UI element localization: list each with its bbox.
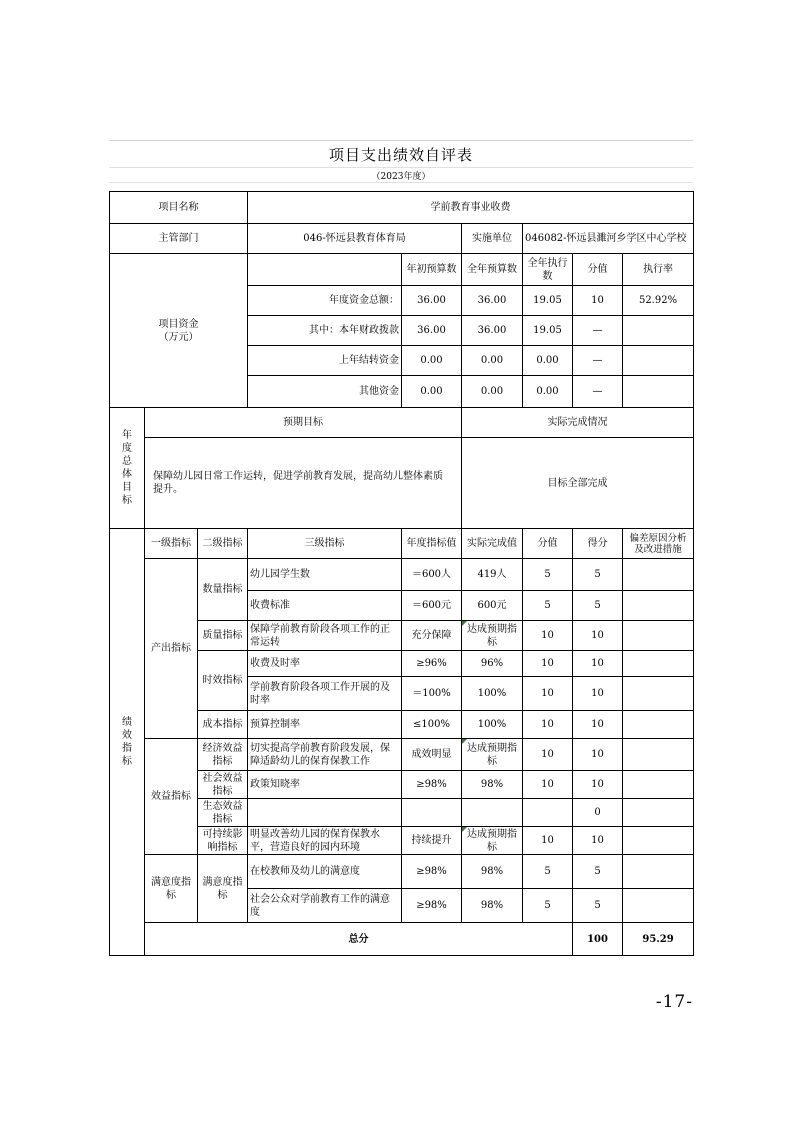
indicator-actual: 600元 xyxy=(462,591,523,621)
funds-rate xyxy=(623,376,694,408)
indicator-value: 10 xyxy=(523,739,573,771)
funds-value: 10 xyxy=(573,286,623,316)
indicator-deviation xyxy=(623,621,694,651)
indicator-target xyxy=(402,799,462,827)
funds-initial: 0.00 xyxy=(402,376,462,408)
funds-header-exec: 全年执行数 xyxy=(523,254,573,286)
indicator-target: ≤100% xyxy=(402,711,462,739)
indicator-deviation xyxy=(623,739,694,771)
funds-header-blank xyxy=(248,254,402,286)
project-name-value: 学前教育事业收费 xyxy=(248,192,694,224)
level2-sustainable: 可持续影响指标 xyxy=(198,827,248,855)
indicator-deviation xyxy=(623,827,694,855)
funds-annual: 0.00 xyxy=(462,376,523,408)
level2-satisfaction: 满意度指标 xyxy=(198,855,248,923)
indicator-deviation xyxy=(623,711,694,739)
funds-exec: 19.05 xyxy=(523,316,573,346)
funds-initial: 36.00 xyxy=(402,316,462,346)
header-level1: 一级指标 xyxy=(145,529,198,559)
indicator-score: 10 xyxy=(573,739,623,771)
indicator-target: ＝100% xyxy=(402,677,462,711)
indicator-target: 成效明显 xyxy=(402,739,462,771)
indicator-deviation xyxy=(623,677,694,711)
level2-cost: 成本指标 xyxy=(198,711,248,739)
indicator-value xyxy=(523,799,573,827)
indicator-actual: 达成预期指标 xyxy=(462,621,523,651)
header-value: 分值 xyxy=(523,529,573,559)
indicator-actual: 100% xyxy=(462,677,523,711)
indicator-name: 切实提高学前教育阶段发展，保障适龄幼儿的保育保教工作 xyxy=(248,739,402,771)
form-title: 项目支出绩效自评表 xyxy=(109,140,693,168)
indicator-value: 10 xyxy=(523,827,573,855)
indicator-name: 收费及时率 xyxy=(248,651,402,677)
indicator-actual: 419人 xyxy=(462,559,523,591)
indicator-name: 收费标准 xyxy=(248,591,402,621)
funds-annual: 36.00 xyxy=(462,316,523,346)
total-value: 100 xyxy=(573,923,623,956)
indicator-row xyxy=(110,651,694,677)
goals-header-row xyxy=(110,408,694,438)
indicator-score: 10 xyxy=(573,621,623,651)
indicator-row xyxy=(110,827,694,855)
funds-header-annual: 全年预算数 xyxy=(462,254,523,286)
unit-value: 046082-怀远县濉河乡学区中心学校 xyxy=(523,224,694,254)
actual-result-header: 实际完成情况 xyxy=(462,408,694,438)
evaluation-sheet xyxy=(109,140,693,956)
indicator-target: ≥98% xyxy=(402,889,462,923)
indicator-name: 学前教育阶段各项工作开展的及时率 xyxy=(248,677,402,711)
funds-row-label: 其他资金 xyxy=(248,376,402,408)
dept-value: 046-怀远县教育体育局 xyxy=(248,224,462,254)
indicator-target: 充分保障 xyxy=(402,621,462,651)
indicator-row xyxy=(110,711,694,739)
total-score: 95.29 xyxy=(623,923,694,956)
indicator-target: ＝600元 xyxy=(402,591,462,621)
dept-label: 主管部门 xyxy=(110,224,248,254)
indicator-score: 10 xyxy=(573,677,623,711)
indicator-value: 5 xyxy=(523,559,573,591)
indicator-row xyxy=(110,799,694,827)
indicator-value: 10 xyxy=(523,677,573,711)
goals-label: 年 度 总 体 目 标 xyxy=(110,408,145,529)
indicator-deviation xyxy=(623,799,694,827)
indicator-actual: 96% xyxy=(462,651,523,677)
indicator-actual: 98% xyxy=(462,889,523,923)
dept-row xyxy=(110,224,694,254)
indicator-name: 在校教师及幼儿的满意度 xyxy=(248,855,402,889)
funds-rate: 52.92% xyxy=(623,286,694,316)
page-number: -17- xyxy=(655,992,693,1012)
total-row xyxy=(110,923,694,956)
actual-result-text: 目标全部完成 xyxy=(462,438,694,529)
indicator-actual: 98% xyxy=(462,771,523,799)
indicator-deviation xyxy=(623,771,694,799)
goals-row xyxy=(110,438,694,529)
level2-quality: 质量指标 xyxy=(198,621,248,651)
indicator-value: 10 xyxy=(523,651,573,677)
indicator-row xyxy=(110,771,694,799)
indicator-target: 持续提升 xyxy=(402,827,462,855)
funds-label: 项目资金 （万元） xyxy=(110,254,248,408)
header-level3: 三级指标 xyxy=(248,529,402,559)
level2-social: 社会效益指标 xyxy=(198,771,248,799)
indicator-score: 0 xyxy=(573,799,623,827)
indicator-name: 幼儿园学生数 xyxy=(248,559,402,591)
header-deviation: 偏差原因分析及改进措施 xyxy=(623,529,694,559)
header-score: 得分 xyxy=(573,529,623,559)
indicator-name: 保障学前教育阶段各项工作的正常运转 xyxy=(248,621,402,651)
funds-exec: 19.05 xyxy=(523,286,573,316)
indicator-score: 10 xyxy=(573,651,623,677)
funds-rate xyxy=(623,346,694,376)
funds-initial: 0.00 xyxy=(402,346,462,376)
funds-header-initial: 年初预算数 xyxy=(402,254,462,286)
indicator-value: 10 xyxy=(523,711,573,739)
evaluation-table xyxy=(109,191,694,956)
level2-quantity: 数量指标 xyxy=(198,559,248,621)
indicator-deviation xyxy=(623,559,694,591)
indicator-name: 明显改善幼儿园的保育保教水平，营造良好的园内环境 xyxy=(248,827,402,855)
header-level2: 二级指标 xyxy=(198,529,248,559)
funds-annual: 36.00 xyxy=(462,286,523,316)
funds-exec: 0.00 xyxy=(523,376,573,408)
indicator-name: 预算控制率 xyxy=(248,711,402,739)
funds-row-label: 其中：本年财政拨款 xyxy=(248,316,402,346)
funds-header-row xyxy=(110,254,694,286)
header-actual: 实际完成值 xyxy=(462,529,523,559)
indicator-score: 5 xyxy=(573,559,623,591)
indicator-name: 政策知晓率 xyxy=(248,771,402,799)
indicator-target: ＝600人 xyxy=(402,559,462,591)
funds-exec: 0.00 xyxy=(523,346,573,376)
funds-rate xyxy=(623,316,694,346)
project-name-label: 项目名称 xyxy=(110,192,248,224)
indicator-score: 5 xyxy=(573,591,623,621)
funds-value: — xyxy=(573,316,623,346)
indicator-actual: 98% xyxy=(462,855,523,889)
form-year: （2023年度） xyxy=(109,168,693,183)
indicator-target: ≥98% xyxy=(402,855,462,889)
indicator-actual: 达成预期指标 xyxy=(462,739,523,771)
indicators-header-row xyxy=(110,529,694,559)
indicator-row xyxy=(110,621,694,651)
indicator-row xyxy=(110,739,694,771)
indicator-value: 5 xyxy=(523,855,573,889)
indicator-actual: 达成预期指标 xyxy=(462,827,523,855)
indicator-score: 5 xyxy=(573,855,623,889)
funds-header-rate: 执行率 xyxy=(623,254,694,286)
indicator-deviation xyxy=(623,889,694,923)
unit-label: 实施单位 xyxy=(462,224,523,254)
indicator-actual xyxy=(462,799,523,827)
project-name-row xyxy=(110,192,694,224)
funds-annual: 0.00 xyxy=(462,346,523,376)
total-label: 总分 xyxy=(145,923,573,956)
header-target: 年度指标值 xyxy=(402,529,462,559)
indicator-name xyxy=(248,799,402,827)
spacer xyxy=(109,183,693,191)
indicators-label: 绩 效 指 标 xyxy=(110,529,145,956)
indicator-value: 10 xyxy=(523,771,573,799)
level1-benefit: 效益指标 xyxy=(145,739,198,855)
level1-satisfaction: 满意度指标 xyxy=(145,855,198,923)
funds-value: — xyxy=(573,346,623,376)
expected-goal-text: 保障幼儿园日常工作运转，促进学前教育发展，提高幼儿整体素质提升。 xyxy=(145,438,462,529)
indicator-score: 10 xyxy=(573,771,623,799)
expected-goal-header: 预期目标 xyxy=(145,408,462,438)
funds-row-label: 上年结转资金 xyxy=(248,346,402,376)
funds-value: — xyxy=(573,376,623,408)
indicator-name: 社会公众对学前教育工作的满意度 xyxy=(248,889,402,923)
indicator-value: 5 xyxy=(523,889,573,923)
indicator-row xyxy=(110,855,694,889)
indicator-score: 10 xyxy=(573,827,623,855)
funds-initial: 36.00 xyxy=(402,286,462,316)
level2-timeliness: 时效指标 xyxy=(198,651,248,711)
indicator-value: 10 xyxy=(523,621,573,651)
indicator-deviation xyxy=(623,651,694,677)
indicator-actual: 100% xyxy=(462,711,523,739)
indicator-target: ≥96% xyxy=(402,651,462,677)
level2-ecological: 生态效益指标 xyxy=(198,799,248,827)
level2-economic: 经济效益指标 xyxy=(198,739,248,771)
indicator-value: 5 xyxy=(523,591,573,621)
funds-row-label: 年度资金总额： xyxy=(248,286,402,316)
indicator-score: 5 xyxy=(573,889,623,923)
indicator-target: ≥98% xyxy=(402,771,462,799)
indicator-deviation xyxy=(623,855,694,889)
indicator-score: 10 xyxy=(573,711,623,739)
indicator-row xyxy=(110,559,694,591)
level1-output: 产出指标 xyxy=(145,559,198,739)
indicator-deviation xyxy=(623,591,694,621)
funds-header-value: 分值 xyxy=(573,254,623,286)
